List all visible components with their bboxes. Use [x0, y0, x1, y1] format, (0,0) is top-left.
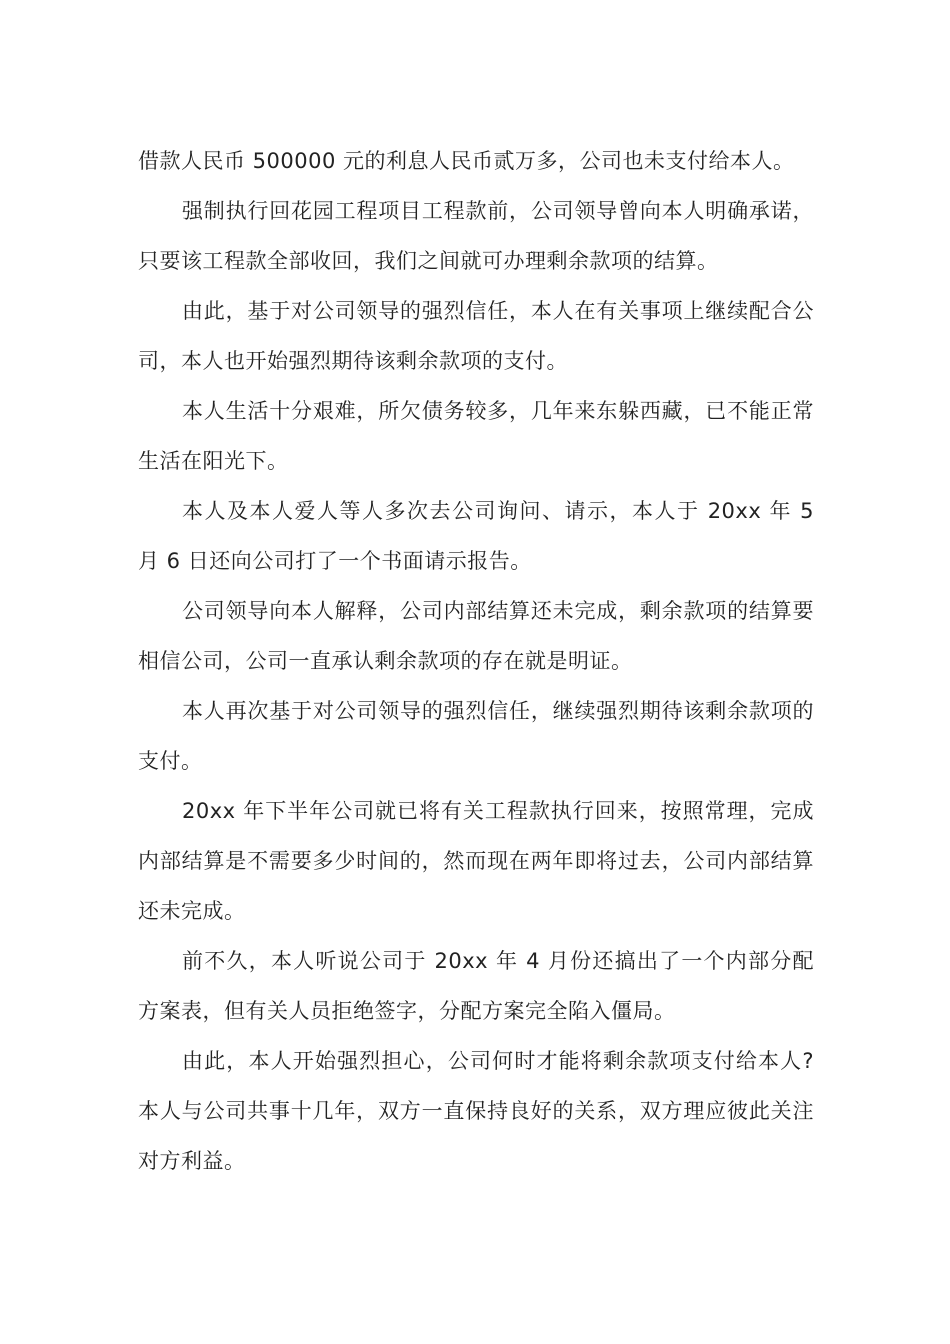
paragraph-10: 由此，本人开始强烈担心，公司何时才能将剩余款项支付给本人?本人与公司共事十几年，双方一直保持良好的关系，双方理应彼此关注对方利益。	[138, 1049, 814, 1173]
paragraph-6: 公司领导向本人解释，公司内部结算还未完成，剩余款项的结算要相信公司，公司一直承认剩余款项的存在就是明证。	[138, 599, 814, 673]
paragraph-7: 本人再次基于对公司领导的强烈信任，继续强烈期待该剩余款项的支付。	[138, 699, 814, 773]
paragraph-2: 强制执行回花园工程项目工程款前，公司领导曾向本人明确承诺，只要该工程款全部收回，我们之间就可办理剩余款项的结算。	[138, 199, 814, 273]
document-body	[138, 136, 814, 1186]
paragraph-1: 借款人民币 500000 元的利息人民币贰万多，公司也未支付给本人。	[138, 149, 795, 173]
paragraph-8: 20xx 年下半年公司就已将有关工程款执行回来，按照常理，完成内部结算是不需要多少时间的，然而现在两年即将过去，公司内部结算还未完成。	[138, 799, 814, 923]
paragraph-4: 本人生活十分艰难，所欠债务较多，几年来东躲西藏，已不能正常生活在阳光下。	[138, 399, 814, 473]
paragraph-3: 由此，基于对公司领导的强烈信任，本人在有关事项上继续配合公司，本人也开始强烈期待该剩余款项的支付。	[138, 299, 814, 373]
paragraph-5: 本人及本人爱人等人多次去公司询问、请示，本人于 20xx 年 5 月 6 日还向公司打了一个书面请示报告。	[138, 499, 814, 573]
paragraph-9: 前不久，本人听说公司于 20xx 年 4 月份还搞出了一个内部分配方案表，但有关人员拒绝签字，分配方案完全陷入僵局。	[138, 949, 814, 1023]
